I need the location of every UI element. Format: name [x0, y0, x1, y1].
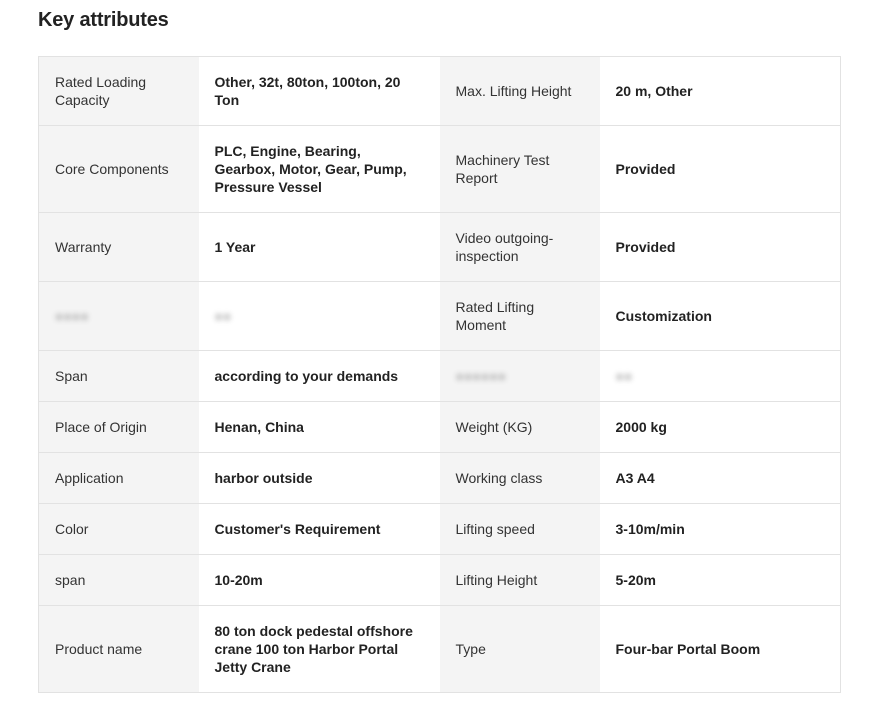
table-row — [39, 282, 841, 351]
attribute-value: 2000 kg — [600, 402, 841, 453]
attribute-label: span — [39, 555, 199, 606]
attribute-value: Customer's Requirement — [199, 504, 440, 555]
attribute-label: Type — [440, 606, 600, 693]
attribute-value: 20 m, Other — [600, 57, 841, 126]
table-row — [39, 606, 841, 693]
attribute-value: 10-20m — [199, 555, 440, 606]
attribute-label: Span — [39, 351, 199, 402]
attribute-label: Application — [39, 453, 199, 504]
attribute-label: Lifting Height — [440, 555, 600, 606]
attribute-label: Warranty — [39, 213, 199, 282]
table-row — [39, 126, 841, 213]
attribute-label: Machinery Test Report — [440, 126, 600, 213]
table-row — [39, 453, 841, 504]
table-row — [39, 351, 841, 402]
blurred-placeholder: ●●●● — [55, 308, 89, 324]
section-title: Key attributes — [38, 9, 169, 31]
blurred-placeholder: ●● — [214, 308, 232, 324]
attribute-value: PLC, Engine, Bearing, Gearbox, Motor, Gear, Pump, Pressure Vessel — [199, 126, 440, 213]
attribute-label: Rated Loading Capacity — [39, 57, 199, 126]
attribute-label-blurred — [440, 351, 600, 402]
blurred-placeholder: ●● — [615, 368, 633, 384]
attribute-value: 3-10m/min — [600, 504, 841, 555]
attribute-label: Max. Lifting Height — [440, 57, 600, 126]
attribute-label: Rated Lifting Moment — [440, 282, 600, 351]
attribute-label: Product name — [39, 606, 199, 693]
attribute-value: Provided — [600, 213, 841, 282]
attribute-label: Working class — [440, 453, 600, 504]
attribute-value: harbor outside — [199, 453, 440, 504]
blurred-placeholder: ●●●●●● — [455, 368, 507, 384]
table-row — [39, 213, 841, 282]
attribute-value: Four-bar Portal Boom — [600, 606, 841, 693]
table-row — [39, 555, 841, 606]
attribute-label: Core Components — [39, 126, 199, 213]
attribute-value: 5-20m — [600, 555, 841, 606]
attribute-label: Video outgoing-inspection — [440, 213, 600, 282]
key-attributes-table — [38, 56, 841, 693]
attribute-value: 1 Year — [199, 213, 440, 282]
attribute-label: Place of Origin — [39, 402, 199, 453]
attribute-label: Weight (KG) — [440, 402, 600, 453]
attribute-value: Henan, China — [199, 402, 440, 453]
attribute-label-blurred — [39, 282, 199, 351]
attribute-value: Customization — [600, 282, 841, 351]
attribute-value: A3 A4 — [600, 453, 841, 504]
attribute-label: Color — [39, 504, 199, 555]
table-row — [39, 57, 841, 126]
attribute-value: 80 ton dock pedestal offshore crane 100 ton Harbor Portal Jetty Crane — [199, 606, 440, 693]
attribute-value: Provided — [600, 126, 841, 213]
attribute-value: Other, 32t, 80ton, 100ton, 20 Ton — [199, 57, 440, 126]
table-row — [39, 402, 841, 453]
table-row — [39, 504, 841, 555]
attribute-value: according to your demands — [199, 351, 440, 402]
attribute-value-blurred — [199, 282, 440, 351]
attribute-value-blurred — [600, 351, 841, 402]
attribute-label: Lifting speed — [440, 504, 600, 555]
